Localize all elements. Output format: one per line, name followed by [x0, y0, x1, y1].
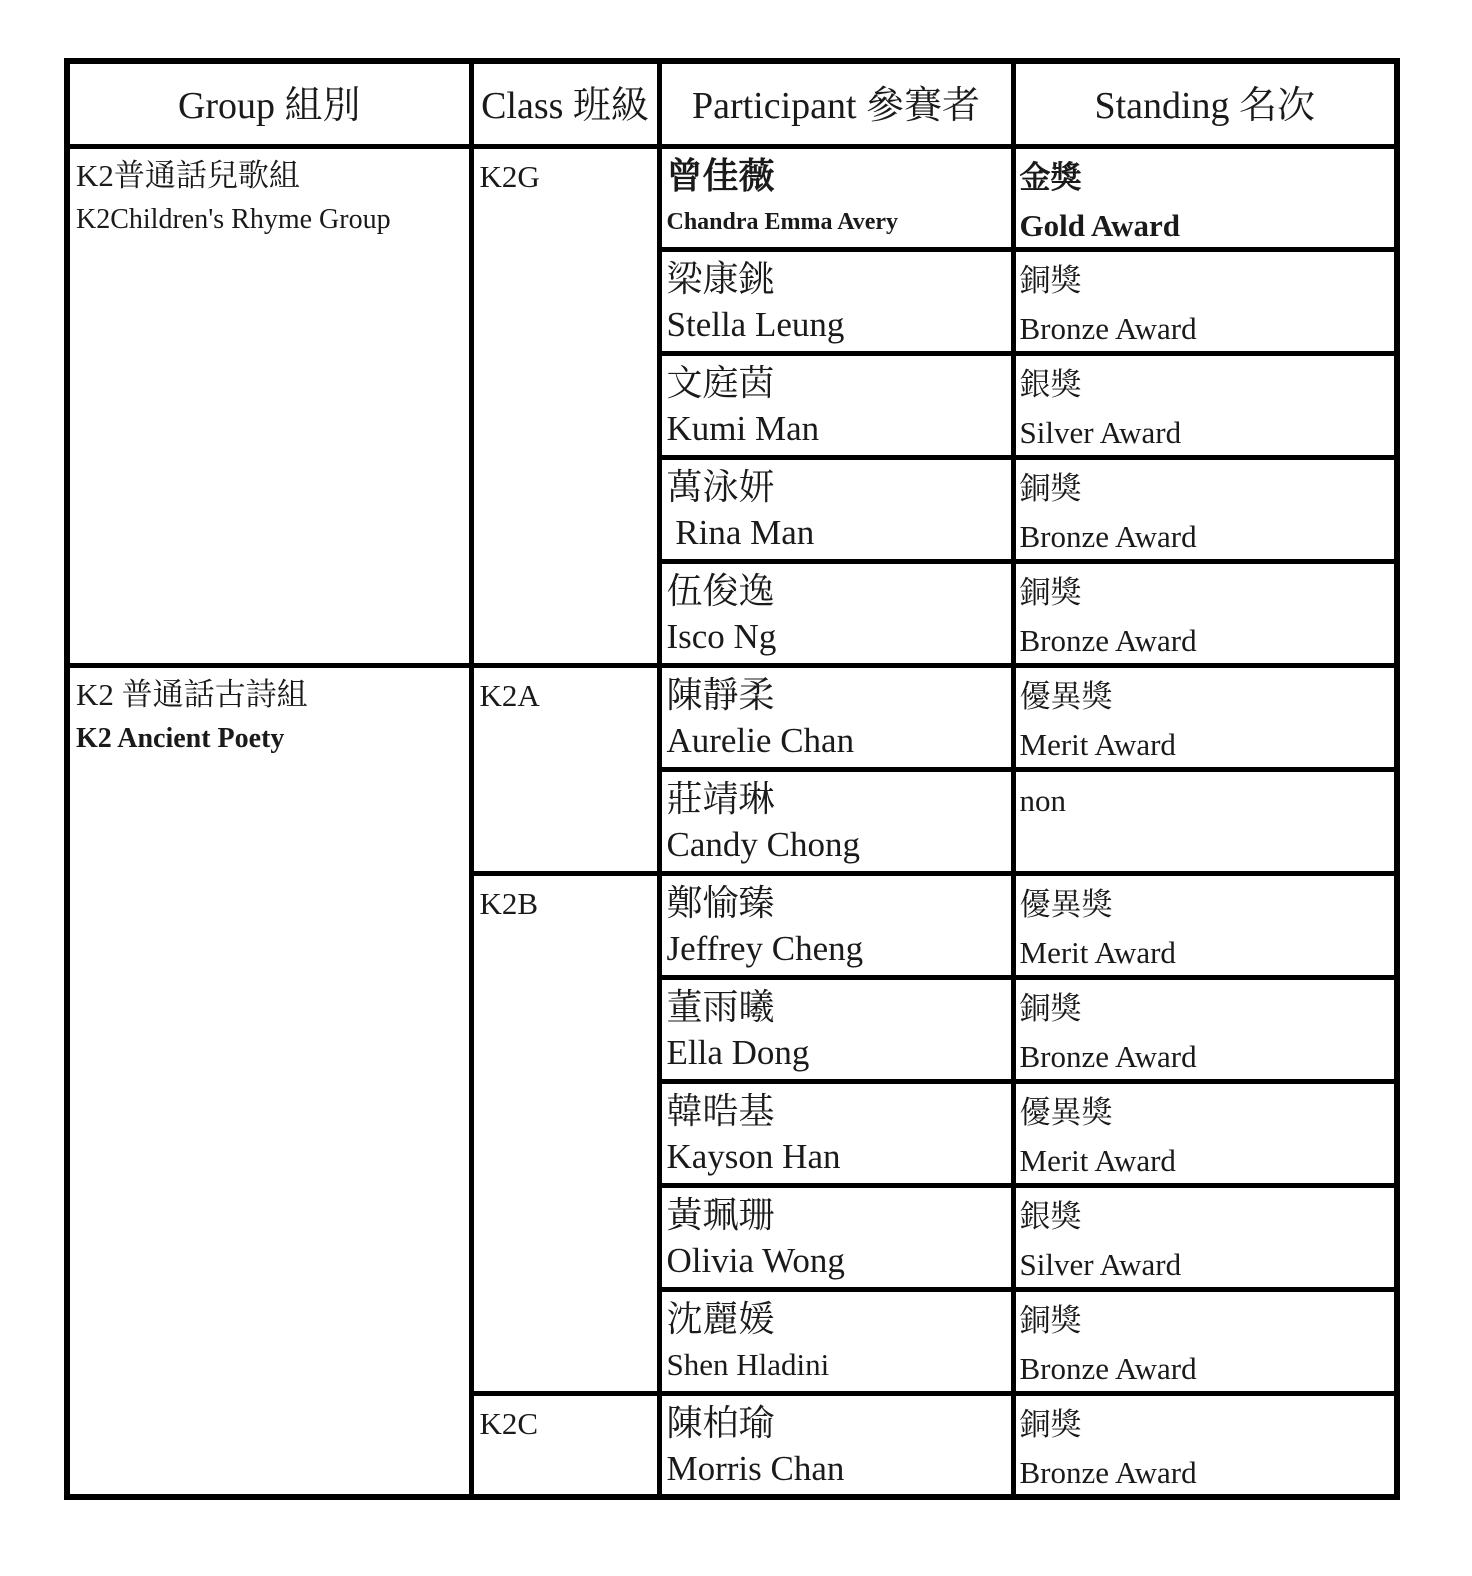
award-cn: 銅獎 [1019, 470, 1082, 506]
award-cn: 優異獎 [1019, 1094, 1113, 1130]
group-name-en: K2 Ancient Poety [76, 722, 285, 754]
group-cell [67, 146, 471, 665]
standing-cell [1013, 873, 1397, 977]
award-en: Bronze Award [1019, 310, 1197, 346]
participant-cell [659, 1185, 1013, 1289]
participant-name-en: Kayson Han [666, 1136, 841, 1176]
group-cell [67, 665, 471, 1497]
class-label: K2G [479, 158, 540, 194]
award-cn: 銅獎 [1019, 574, 1082, 610]
group-name-cn: K2 普通話古詩組 [76, 676, 308, 712]
award-en: Bronze Award [1019, 1350, 1197, 1386]
participant-name-cn: 董雨曦 [666, 986, 775, 1027]
award-cn: 銅獎 [1019, 262, 1082, 298]
award-en: Bronze Award [1019, 622, 1197, 658]
participant-name-en: Stella Leung [666, 304, 845, 344]
award-cn: 優異獎 [1019, 678, 1113, 714]
participant-name-en: Olivia Wong [666, 1240, 845, 1280]
participant-cell [659, 769, 1013, 873]
participant-name-en: Isco Ng [666, 616, 777, 656]
participant-name-en: Morris Chan [666, 1448, 845, 1488]
participant-name-en: Rina Man [666, 512, 815, 552]
participant-name-cn: 萬泳妍 [666, 466, 775, 507]
award-cn: 銀獎 [1019, 1198, 1082, 1234]
award-cn: non [1019, 782, 1066, 818]
header-standing: Standing 名次 [1013, 61, 1397, 146]
award-en: Silver Award [1019, 1246, 1182, 1282]
header-class: Class 班級 [471, 61, 659, 146]
standing-cell [1013, 769, 1397, 873]
results-document [64, 58, 1394, 1502]
participant-name-cn: 文庭茵 [666, 362, 775, 403]
award-cn: 銀獎 [1019, 366, 1082, 402]
standing-cell [1013, 1185, 1397, 1289]
participant-name-en: Jeffrey Cheng [666, 928, 864, 968]
standing-cell [1013, 561, 1397, 665]
participant-cell [659, 561, 1013, 665]
participant-name-cn: 陳柏瑜 [666, 1402, 775, 1443]
participant-name-cn: 陳靜柔 [666, 674, 775, 715]
group-name-en: K2Children's Rhyme Group [76, 203, 391, 235]
award-en: Bronze Award [1019, 1038, 1197, 1074]
participant-name-en: Kumi Man [666, 408, 820, 448]
standing-cell [1013, 977, 1397, 1081]
standing-cell [1013, 457, 1397, 561]
participant-name-en: Candy Chong [666, 824, 860, 864]
award-cn: 優異獎 [1019, 886, 1113, 922]
participant-name-cn: 梁康銚 [666, 258, 775, 299]
table-row [67, 665, 1397, 769]
standing-cell [1013, 665, 1397, 769]
class-cell [471, 1393, 659, 1497]
participant-cell [659, 665, 1013, 769]
participant-cell [659, 1081, 1013, 1185]
standing-cell [1013, 353, 1397, 457]
participant-name-en: Ella Dong [666, 1032, 810, 1072]
header-group: Group 組別 [67, 61, 471, 146]
award-en: Merit Award [1019, 1142, 1176, 1178]
participant-name-cn: 韓晧基 [666, 1090, 775, 1131]
class-label: K2C [479, 1405, 539, 1441]
participant-name-cn: 莊靖琳 [666, 778, 775, 819]
participant-cell [659, 353, 1013, 457]
participant-cell [659, 977, 1013, 1081]
class-label: K2A [479, 677, 540, 713]
standing-cell [1013, 146, 1397, 249]
class-cell [471, 665, 659, 873]
award-en: Bronze Award [1019, 1454, 1197, 1490]
award-en: Silver Award [1019, 414, 1182, 450]
class-cell [471, 873, 659, 1393]
award-en: Gold Award [1019, 207, 1180, 243]
participant-cell [659, 457, 1013, 561]
participant-name-cn: 沈麗媛 [666, 1298, 775, 1339]
participant-cell [659, 873, 1013, 977]
participant-cell [659, 1289, 1013, 1393]
award-cn: 銅獎 [1019, 1406, 1082, 1442]
award-cn: 金獎 [1019, 159, 1082, 195]
standing-cell [1013, 1289, 1397, 1393]
award-en: Bronze Award [1019, 518, 1197, 554]
participant-name-cn: 鄭愉臻 [666, 882, 775, 923]
participant-cell [659, 249, 1013, 353]
award-cn: 銅獎 [1019, 990, 1082, 1026]
participant-name-en: Shen Hladini [666, 1346, 830, 1382]
class-cell [471, 146, 659, 665]
participant-name-cn: 伍俊逸 [666, 570, 775, 611]
header-participant: Participant 參賽者 [659, 61, 1013, 146]
participant-name-en: Chandra Emma Avery [666, 208, 899, 235]
participant-cell [659, 1393, 1013, 1497]
award-cn: 銅獎 [1019, 1302, 1082, 1338]
results-table [64, 58, 1400, 1500]
award-en: Merit Award [1019, 934, 1176, 970]
class-label: K2B [479, 885, 539, 921]
award-en: Merit Award [1019, 726, 1176, 762]
award-en [1016, 822, 1395, 828]
participant-cell [659, 146, 1013, 249]
header-row [67, 61, 1397, 146]
participant-name-cn: 曾佳薇 [666, 155, 775, 196]
standing-cell [1013, 1081, 1397, 1185]
standing-cell [1013, 1393, 1397, 1497]
table-row [67, 146, 1397, 249]
standing-cell [1013, 249, 1397, 353]
participant-name-cn: 黃珮珊 [666, 1194, 775, 1235]
participant-name-en: Aurelie Chan [666, 720, 855, 760]
group-name-cn: K2普通話兒歌組 [76, 157, 300, 193]
